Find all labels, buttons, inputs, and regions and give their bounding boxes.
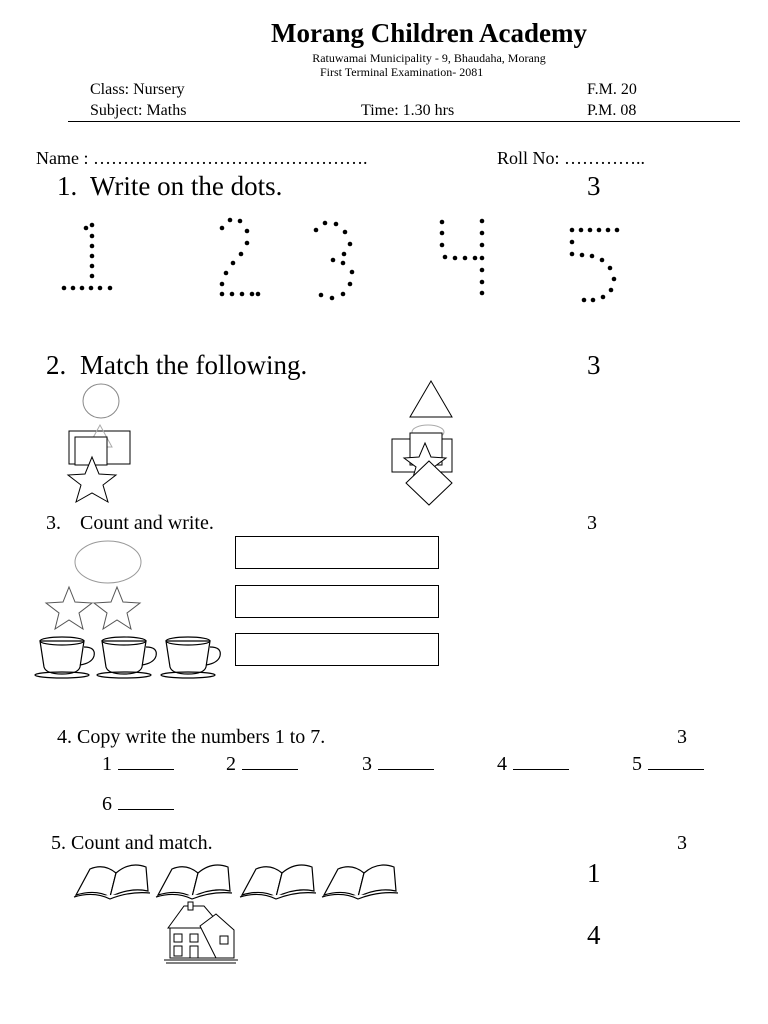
q4-text: 4. Copy write the numbers 1 to 7.	[57, 726, 326, 748]
name-field[interactable]: Name : ……………………………………….	[36, 148, 368, 168]
match-number-1[interactable]: 1	[587, 858, 601, 888]
subject-label: Subject: Maths	[90, 102, 187, 119]
answer-box-cups[interactable]	[235, 633, 439, 666]
q1-number: 1.	[57, 171, 78, 201]
dotted-digit-3	[314, 221, 355, 301]
answer-box-oval[interactable]	[235, 536, 439, 569]
q2-text: Match the following.	[80, 350, 308, 380]
diamond-icon	[406, 461, 452, 505]
class-label: Class: Nursery	[90, 81, 185, 98]
school-name: Morang Children Academy	[271, 18, 587, 48]
q5-text: 5. Count and match.	[51, 832, 213, 854]
full-marks: F.M. 20	[587, 81, 637, 98]
house-icon	[160, 900, 240, 970]
q1-text: Write on the dots.	[90, 171, 283, 201]
q5-marks: 3	[677, 832, 687, 854]
q3-marks: 3	[587, 512, 597, 534]
star-icon	[94, 587, 140, 629]
pass-marks: P.M. 08	[587, 102, 637, 119]
school-address: Ratuwamai Municipality - 9, Bhaudaha, Morang	[312, 51, 546, 65]
open-book-icon	[74, 865, 150, 899]
copy-number-6[interactable]: 6	[102, 793, 174, 816]
open-book-icon	[156, 865, 232, 899]
cup-icon	[35, 637, 94, 678]
open-book-icon	[322, 865, 398, 899]
triangle-icon	[410, 381, 452, 417]
roll-number-field[interactable]: Roll No: …………..	[497, 148, 646, 168]
q2-number: 2.	[46, 350, 67, 380]
q3-number: 3.	[46, 512, 61, 534]
copy-number-3[interactable]: 3	[362, 753, 434, 776]
answer-box-stars[interactable]	[235, 585, 439, 618]
books-group	[70, 855, 430, 905]
cup-icon	[161, 637, 220, 678]
open-book-icon	[240, 865, 316, 899]
dotted-digit-1	[62, 223, 113, 291]
exam-name: First Terminal Examination- 2081	[320, 65, 484, 79]
match-number-4[interactable]: 4	[587, 920, 601, 950]
oval-icon	[75, 541, 141, 583]
time-label: Time: 1.30 hrs	[361, 102, 455, 119]
q3-text: Count and write.	[80, 512, 214, 534]
match-shapes[interactable]	[0, 375, 768, 515]
cup-icon	[97, 637, 156, 678]
copy-number-4[interactable]: 4	[497, 753, 569, 776]
dotted-digit-2	[220, 218, 261, 297]
copy-number-5[interactable]: 5	[632, 753, 704, 776]
count-pictures	[30, 535, 260, 685]
copy-number-2[interactable]: 2	[226, 753, 298, 776]
q1-marks: 3	[587, 171, 601, 201]
copy-number-1[interactable]: 1	[102, 753, 174, 776]
q4-marks: 3	[677, 726, 687, 748]
circle-icon	[83, 384, 119, 418]
q2-marks: 3	[587, 350, 601, 380]
star-icon	[46, 587, 92, 629]
dotted-digits[interactable]	[0, 0, 768, 320]
dotted-digit-4	[440, 219, 485, 296]
dotted-digit-5	[570, 228, 620, 303]
